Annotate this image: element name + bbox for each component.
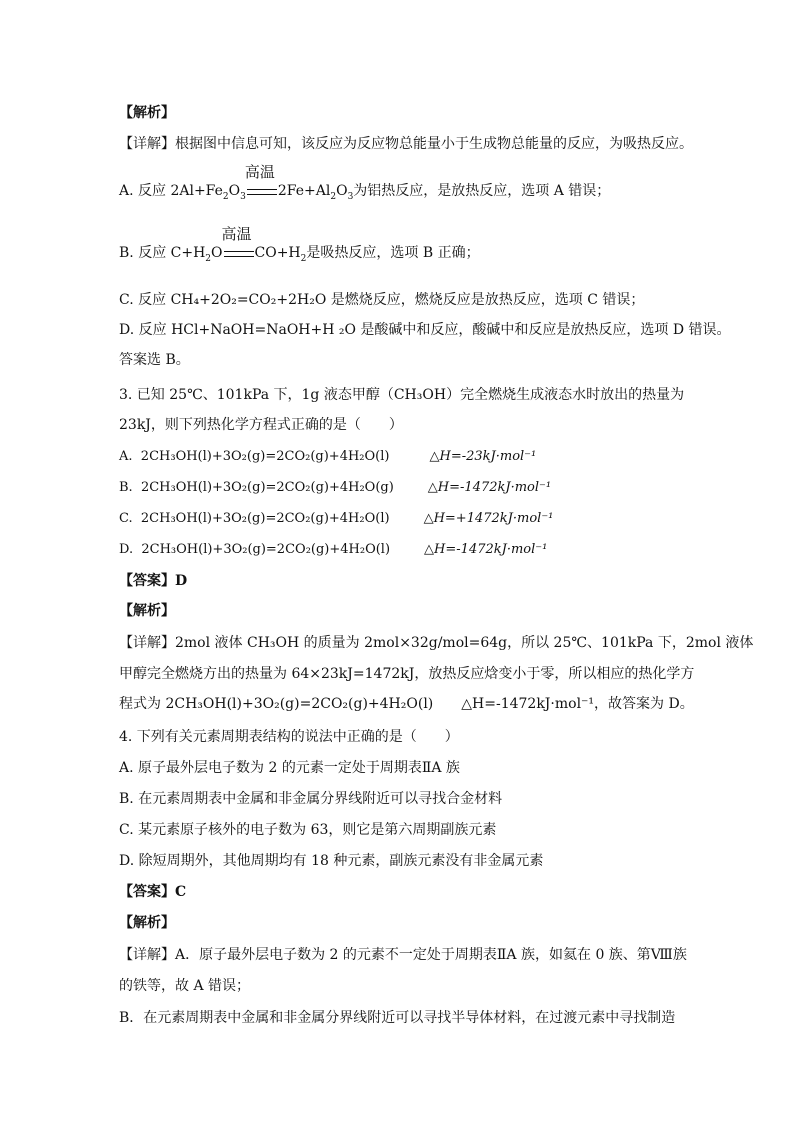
option-label: A. <box>119 449 133 464</box>
question-4-title: 4. 下列有关元素周期表结构的说法中正确的是（ ） <box>119 729 459 745</box>
q3-option-c <box>119 509 553 529</box>
q3-option-b <box>119 478 551 498</box>
detail-line-2: 的铁等，故 A 错误； <box>119 978 251 994</box>
analysis-label: 【解析】 <box>119 915 175 931</box>
option-c-line: C. 反应 CH₄+2O₂=CO₂+2H₂O 是燃烧反应，燃烧反应是放热反应，选项 C 错误； <box>119 292 645 308</box>
option-a-conclusion: 为铝热反应，是放热反应，选项 A 错误； <box>353 183 611 199</box>
detail-line-1: 【详解】A．原子最外层电子数为 2 的元素不一定处于周期表ⅡA 族，如氦在 0 族、第Ⅷ族 <box>119 947 687 963</box>
option-equation: 2CH₃OH(l)+3O₂(g)=2CO₂(g)+4H₂O(l) <box>141 542 391 557</box>
option-a-line: A. 反应 $2Al+Fe_2O_3$ 高温 $2Fe+Al_2O_3$为铝热反应，是放热反应，选项 A 错误； <box>119 163 611 202</box>
q3-option-a <box>119 447 536 467</box>
option-enthalpy: △H=-23kJ·mol⁻¹ <box>429 449 537 464</box>
option-d-line: D. 反应 HCl+NaOH=NaOH+H ₂O 是酸碱中和反应，酸碱中和反应是放热反应，选项 D 错误。 <box>119 322 731 338</box>
answer-label: 【答案】D <box>119 573 188 589</box>
option-enthalpy: △H=+1472kJ·mol⁻¹ <box>423 511 554 526</box>
option-enthalpy: △H=-1472kJ·mol⁻¹ <box>424 542 548 557</box>
detail-paragraph: 【详解】根据图中信息可知，该反应为反应物总能量小于生成物总能量的反应，为吸热反应。 <box>119 136 693 152</box>
q4-option-b: B. 在元素周期表中金属和非金属分界线附近可以寻找合金材料 <box>119 791 503 807</box>
question-3-line-2: 23kJ，则下列热化学方程式正确的是（ ） <box>119 417 403 433</box>
detail-line-3: B．在元素周期表中金属和非金属分界线附近可以寻找半导体材料，在过渡元素中寻找制造 <box>119 1010 676 1026</box>
option-b-product: CO+H <box>254 245 301 261</box>
option-b-text: B. 反应 C+H <box>119 245 206 261</box>
analysis-label: 【解析】 <box>119 603 175 619</box>
high-temp-arrow <box>221 225 254 260</box>
answer-select: 答案选 B。 <box>119 352 190 368</box>
option-equation: 2CH₃OH(l)+3O₂(g)=2CO₂(g)+4H₂O(g) <box>140 480 394 495</box>
q3-option-d <box>119 540 547 560</box>
option-a-text: A. 反应 2Al+Fe <box>119 183 223 199</box>
option-a-product: 2Fe+Al <box>277 183 331 199</box>
option-enthalpy: △H=-1472kJ·mol⁻¹ <box>427 480 552 495</box>
detail-line-3: 程式为 2CH₃OH(l)+3O₂(g)=2CO₂(g)+4H₂O(l) △H=-1472kJ·mol⁻¹，故答案为 D。 <box>119 696 694 712</box>
detail-line-1: 【详解】2mol 液体 CH₃OH 的质量为 2mol×32g/mol=64g，所以 25℃、101kPa 下，2mol 液体 <box>119 635 754 651</box>
option-label: D. <box>119 542 134 557</box>
high-temp-arrow <box>244 163 277 198</box>
detail-line-2: 甲醇完全燃烧方出的热量为 64×23kJ=1472kJ，放热反应焓变小于零，所以相应的热化学方 <box>119 666 695 682</box>
option-equation: 2CH₃OH(l)+3O₂(g)=2CO₂(g)+4H₂O(l) <box>140 449 390 464</box>
analysis-label: 【解析】 <box>119 105 175 121</box>
option-b-line: B. 反应 $C+H_2O$ 高温 $CO+H_2$是吸热反应，选项 B 正确； <box>119 225 480 264</box>
option-label: B. <box>119 480 133 495</box>
q4-option-c: C. 某元素原子核外的电子数为 63，则它是第六周期副族元素 <box>119 822 497 838</box>
option-equation: 2CH₃OH(l)+3O₂(g)=2CO₂(g)+4H₂O(l) <box>140 511 390 526</box>
q4-option-d: D. 除短周期外，其他周期均有 18 种元素，副族元素没有非金属元素 <box>119 853 544 869</box>
question-3-line-1: 3. 已知 25℃、101kPa 下，1g 液态甲醇（CH₃OH）完全燃烧生成液态水时放出的热量为 <box>119 387 685 403</box>
condition-label: 高温 <box>244 163 275 181</box>
answer-label: 【答案】C <box>119 884 187 900</box>
option-label: C. <box>119 511 133 526</box>
condition-label: 高温 <box>221 225 252 243</box>
option-b-conclusion: 是吸热反应，选项 B 正确； <box>306 245 480 261</box>
q4-option-a: A. 原子最外层电子数为 2 的元素一定处于周期表ⅡA 族 <box>119 760 460 776</box>
